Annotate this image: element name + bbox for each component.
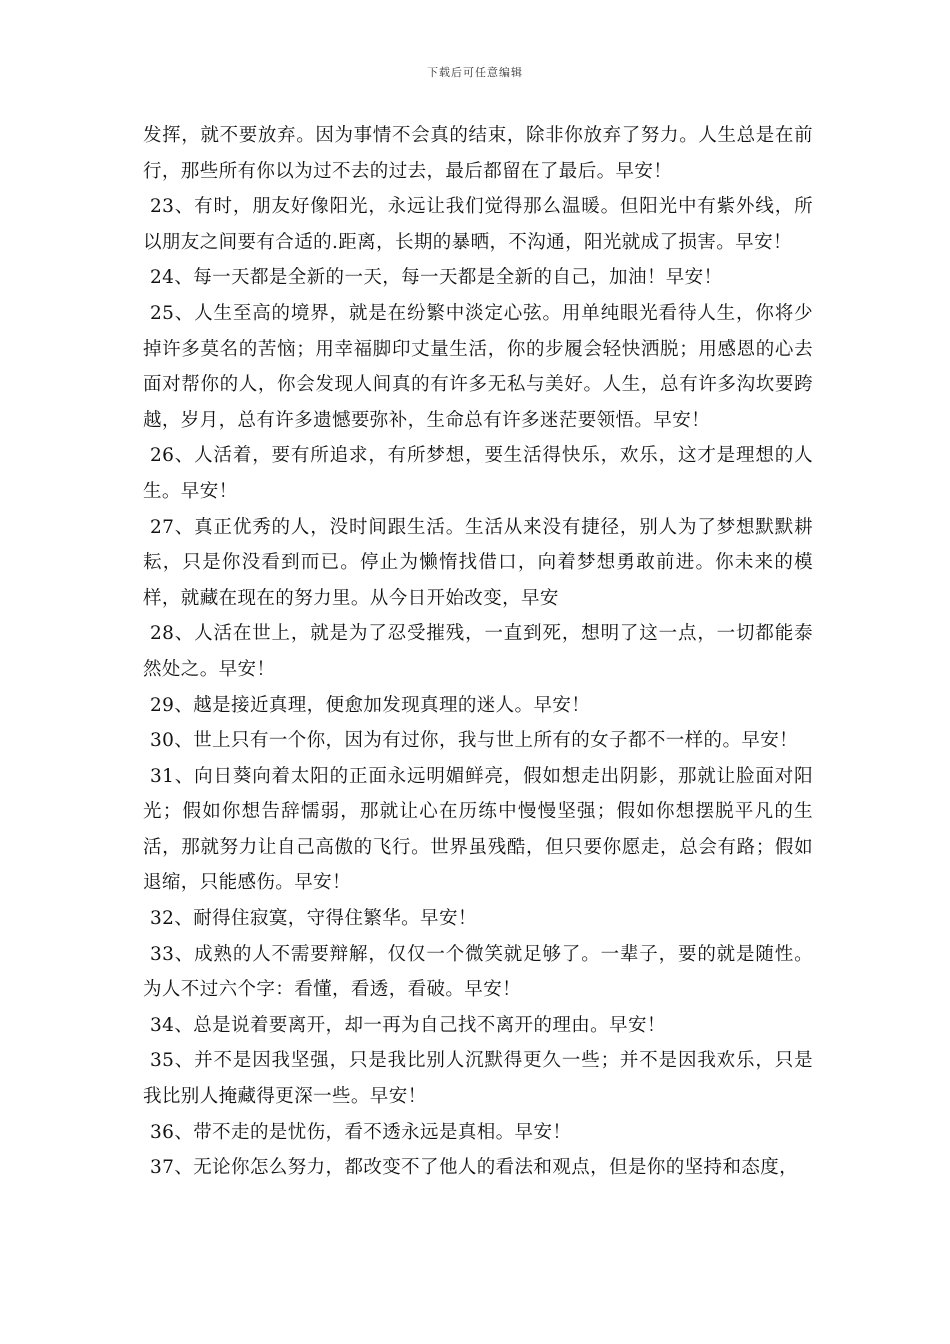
paragraph-item-31: 31、向日葵向着太阳的正面永远明媚鲜亮，假如想走出阴影，那就让脸面对阳光；假如你想告辞懦弱，那就让心在历练中慢慢坚强；假如你想摆脱平凡的生活，那就努力让自己高傲的飞行。世界虽残酷，但只要你愿走，总会有路；假如退缩，只能感伤。早安！ xyxy=(143,765,813,894)
paragraph-item-24: 24、每一天都是全新的一天，每一天都是全新的自己，加油！早安！ xyxy=(150,267,723,289)
document-body xyxy=(143,118,813,1186)
paragraph-item-26: 26、人活着，要有所追求，有所梦想，要生活得快乐，欢乐，这才是理想的人生。早安！ xyxy=(143,445,813,502)
page-header: 下载后可任意编辑 xyxy=(427,66,523,79)
paragraph-item-30: 30、世上只有一个你，因为有过你，我与世上所有的女子都不一样的。早安！ xyxy=(150,730,799,752)
paragraph-item-34: 34、总是说着要离开，却一再为自己找不离开的理由。早安！ xyxy=(150,1014,666,1036)
paragraph-item-33: 33、成熟的人不需要辩解，仅仅一个微笑就足够了。一辈子，要的就是随性。为人不过六个字：看懂，看透，看破。早安！ xyxy=(143,943,813,1001)
paragraph-item-36: 36、带不走的是忧伤，看不透永远是真相。早安！ xyxy=(150,1121,572,1143)
paragraph-item-32: 32、耐得住寂寞，守得住繁华。早安！ xyxy=(150,908,477,930)
paragraph-item-35: 35、并不是因我坚强，只是我比别人沉默得更久一些；并不是因我欢乐，只是我比别人掩藏得更深一些。早安！ xyxy=(143,1050,813,1108)
paragraph-item-29: 29、越是接近真理，便愈加发现真理的迷人。早安！ xyxy=(150,694,591,716)
paragraph-item-27: 27、真正优秀的人，没时间跟生活。生活从来没有捷径，别人为了梦想默默耕耘，只是你没看到而已。停止为懒惰找借口，向着梦想勇敢前进。你未来的模样，就藏在现在的努力里。从今日开始改变，早安 xyxy=(143,516,813,609)
paragraph-item-25: 25、人生至高的境界，就是在纷繁中淡定心弦。用单纯眼光看待人生，你将少掉许多莫名的苦恼；用幸福脚印丈量生活，你的步履会轻快洒脱；用感恩的心去面对帮你的人，你会发现人间真的有许多无私与美好。人生，总有许多沟坎要跨越，岁月，总有许多遗憾要弥补，生命总有许多迷茫要领悟。早安！ xyxy=(143,302,813,431)
paragraph-continuation: 发挥，就不要放弃。因为事情不会真的结束，除非你放弃了努力。人生总是在前行，那些所有你以为过不去的过去，最后都留在了最后。早安！ xyxy=(143,125,813,182)
paragraph-item-23: 23、有时，朋友好像阳光，永远让我们觉得那么温暖。但阳光中有紫外线，所以朋友之间要有合适的.距离，长期的暴晒，不沟通，阳光就成了损害。早安！ xyxy=(143,196,813,253)
paragraph-item-37: 37、无论你怎么努力，都改变不了他人的看法和观点，但是你的坚持和态度， xyxy=(150,1157,799,1179)
paragraph-item-28: 28、人活在世上，就是为了忍受摧残，一直到死，想明了这一点，一切都能泰然处之。早安！ xyxy=(143,623,813,680)
